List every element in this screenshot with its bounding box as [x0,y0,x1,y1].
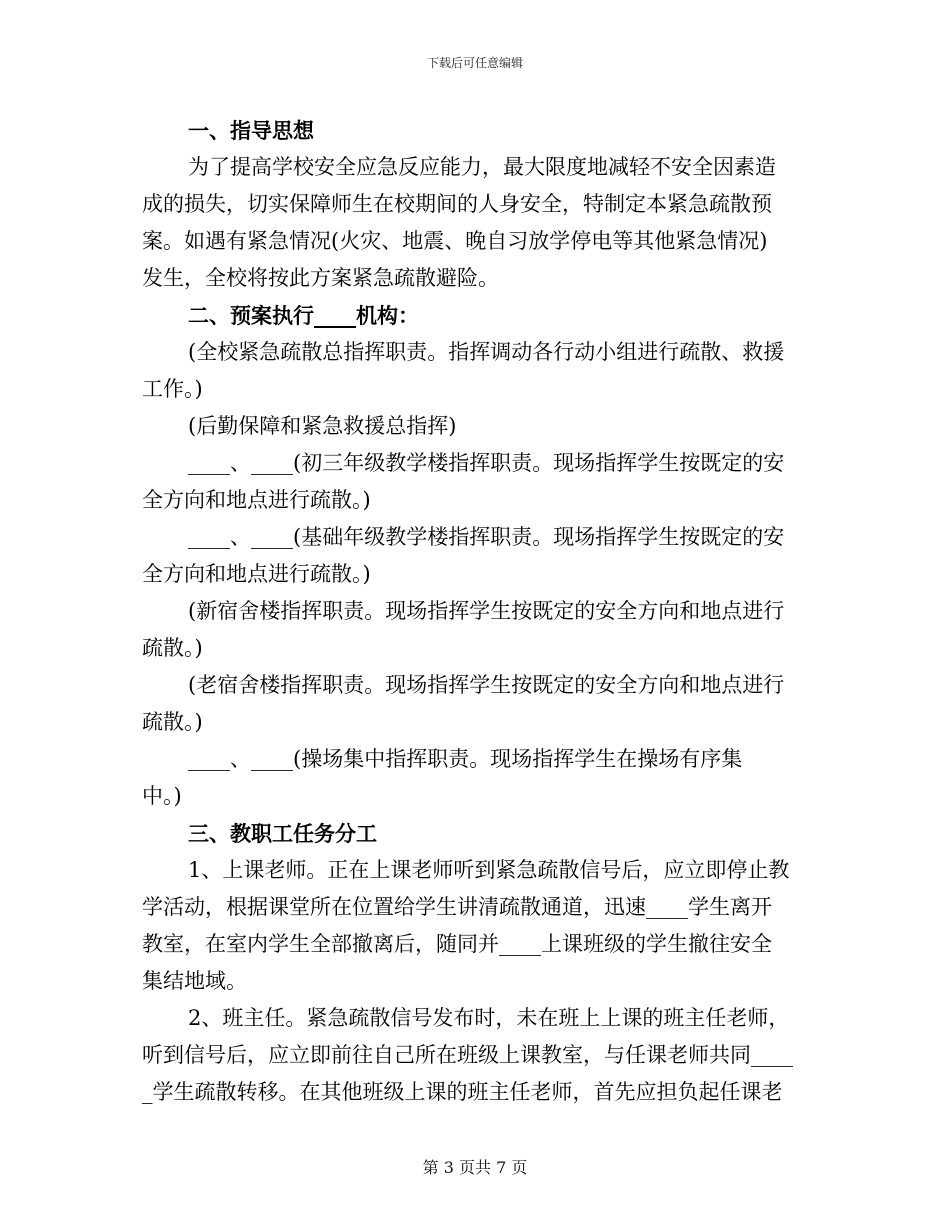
paragraph-line: 案。如遇有紧急情况(火灾、地震、晚自习放学停电等其他紧急情况) [142,229,768,253]
paragraph-line: (全校紧急疏散总指挥职责。指挥调动各行动小组进行疏散、救援 [188,340,785,364]
paragraph-line: 发生，全校将按此方案紧急疏散避险。 [142,266,499,290]
paragraph-line: 2、班主任。紧急疏散信号发布时，未在班上上课的班主任老师， [188,1006,790,1030]
paragraph-line: ____、____(初三年级教学楼指挥职责。现场指挥学生按既定的安 [188,451,785,475]
page-number-footer: 第 3 页共 7 页 [422,1158,528,1177]
page-header: 下载后可任意编辑 [426,56,523,70]
paragraph-line: 为了提高学校安全应急反应能力，最大限度地减轻不安全因素造 [188,155,776,179]
paragraph-line: (新宿舍楼指挥职责。现场指挥学生按既定的安全方向和地点进行 [188,599,785,623]
paragraph-line: ____、____(基础年级教学楼指挥职责。现场指挥学生按既定的安 [188,525,785,549]
section-heading: 三、教职工任务分工 [188,821,377,846]
paragraph-line: 工作。) [142,377,203,401]
paragraph-line: 教室，在室内学生全部撤离后，随同并____上课班级的学生撤往安全 [142,932,772,956]
paragraph-line: 全方向和地点进行疏散。) [142,488,371,512]
paragraph-line: 集结地域。 [142,969,247,993]
paragraph-line: 听到信号后，应立即前往自己所在班级上课教室，与任课老师共同____ [142,1043,793,1067]
paragraph-line: (老宿舍楼指挥职责。现场指挥学生按既定的安全方向和地点进行 [188,673,785,697]
paragraph-line: 全方向和地点进行疏散。) [142,562,371,586]
section-heading: 二、预案执行____机构： [188,303,419,328]
paragraph-line: ____、____(操场集中指挥职责。现场指挥学生在操场有序集 [188,747,743,771]
paragraph-line: _学生疏散转移。在其他班级上课的班主任老师，首先应担负起任课老 [142,1080,783,1104]
section-heading: 一、指导思想 [188,118,314,143]
paragraph-line: 中。) [142,784,182,808]
paragraph-line: 成的损失，切实保障师生在校期间的人身安全，特制定本紧急疏散预 [142,192,772,216]
paragraph-line: 疏散。) [142,710,203,734]
paragraph-line: 疏散。) [142,636,203,660]
paragraph-line: 1、上课老师。正在上课老师听到紧急疏散信号后，应立即停止教 [188,858,790,882]
paragraph-line: 学活动，根据课堂所在位置给学生讲清疏散通道，迅速____学生离开 [142,895,772,919]
paragraph-line: (后勤保障和紧急救援总指挥) [188,414,457,438]
